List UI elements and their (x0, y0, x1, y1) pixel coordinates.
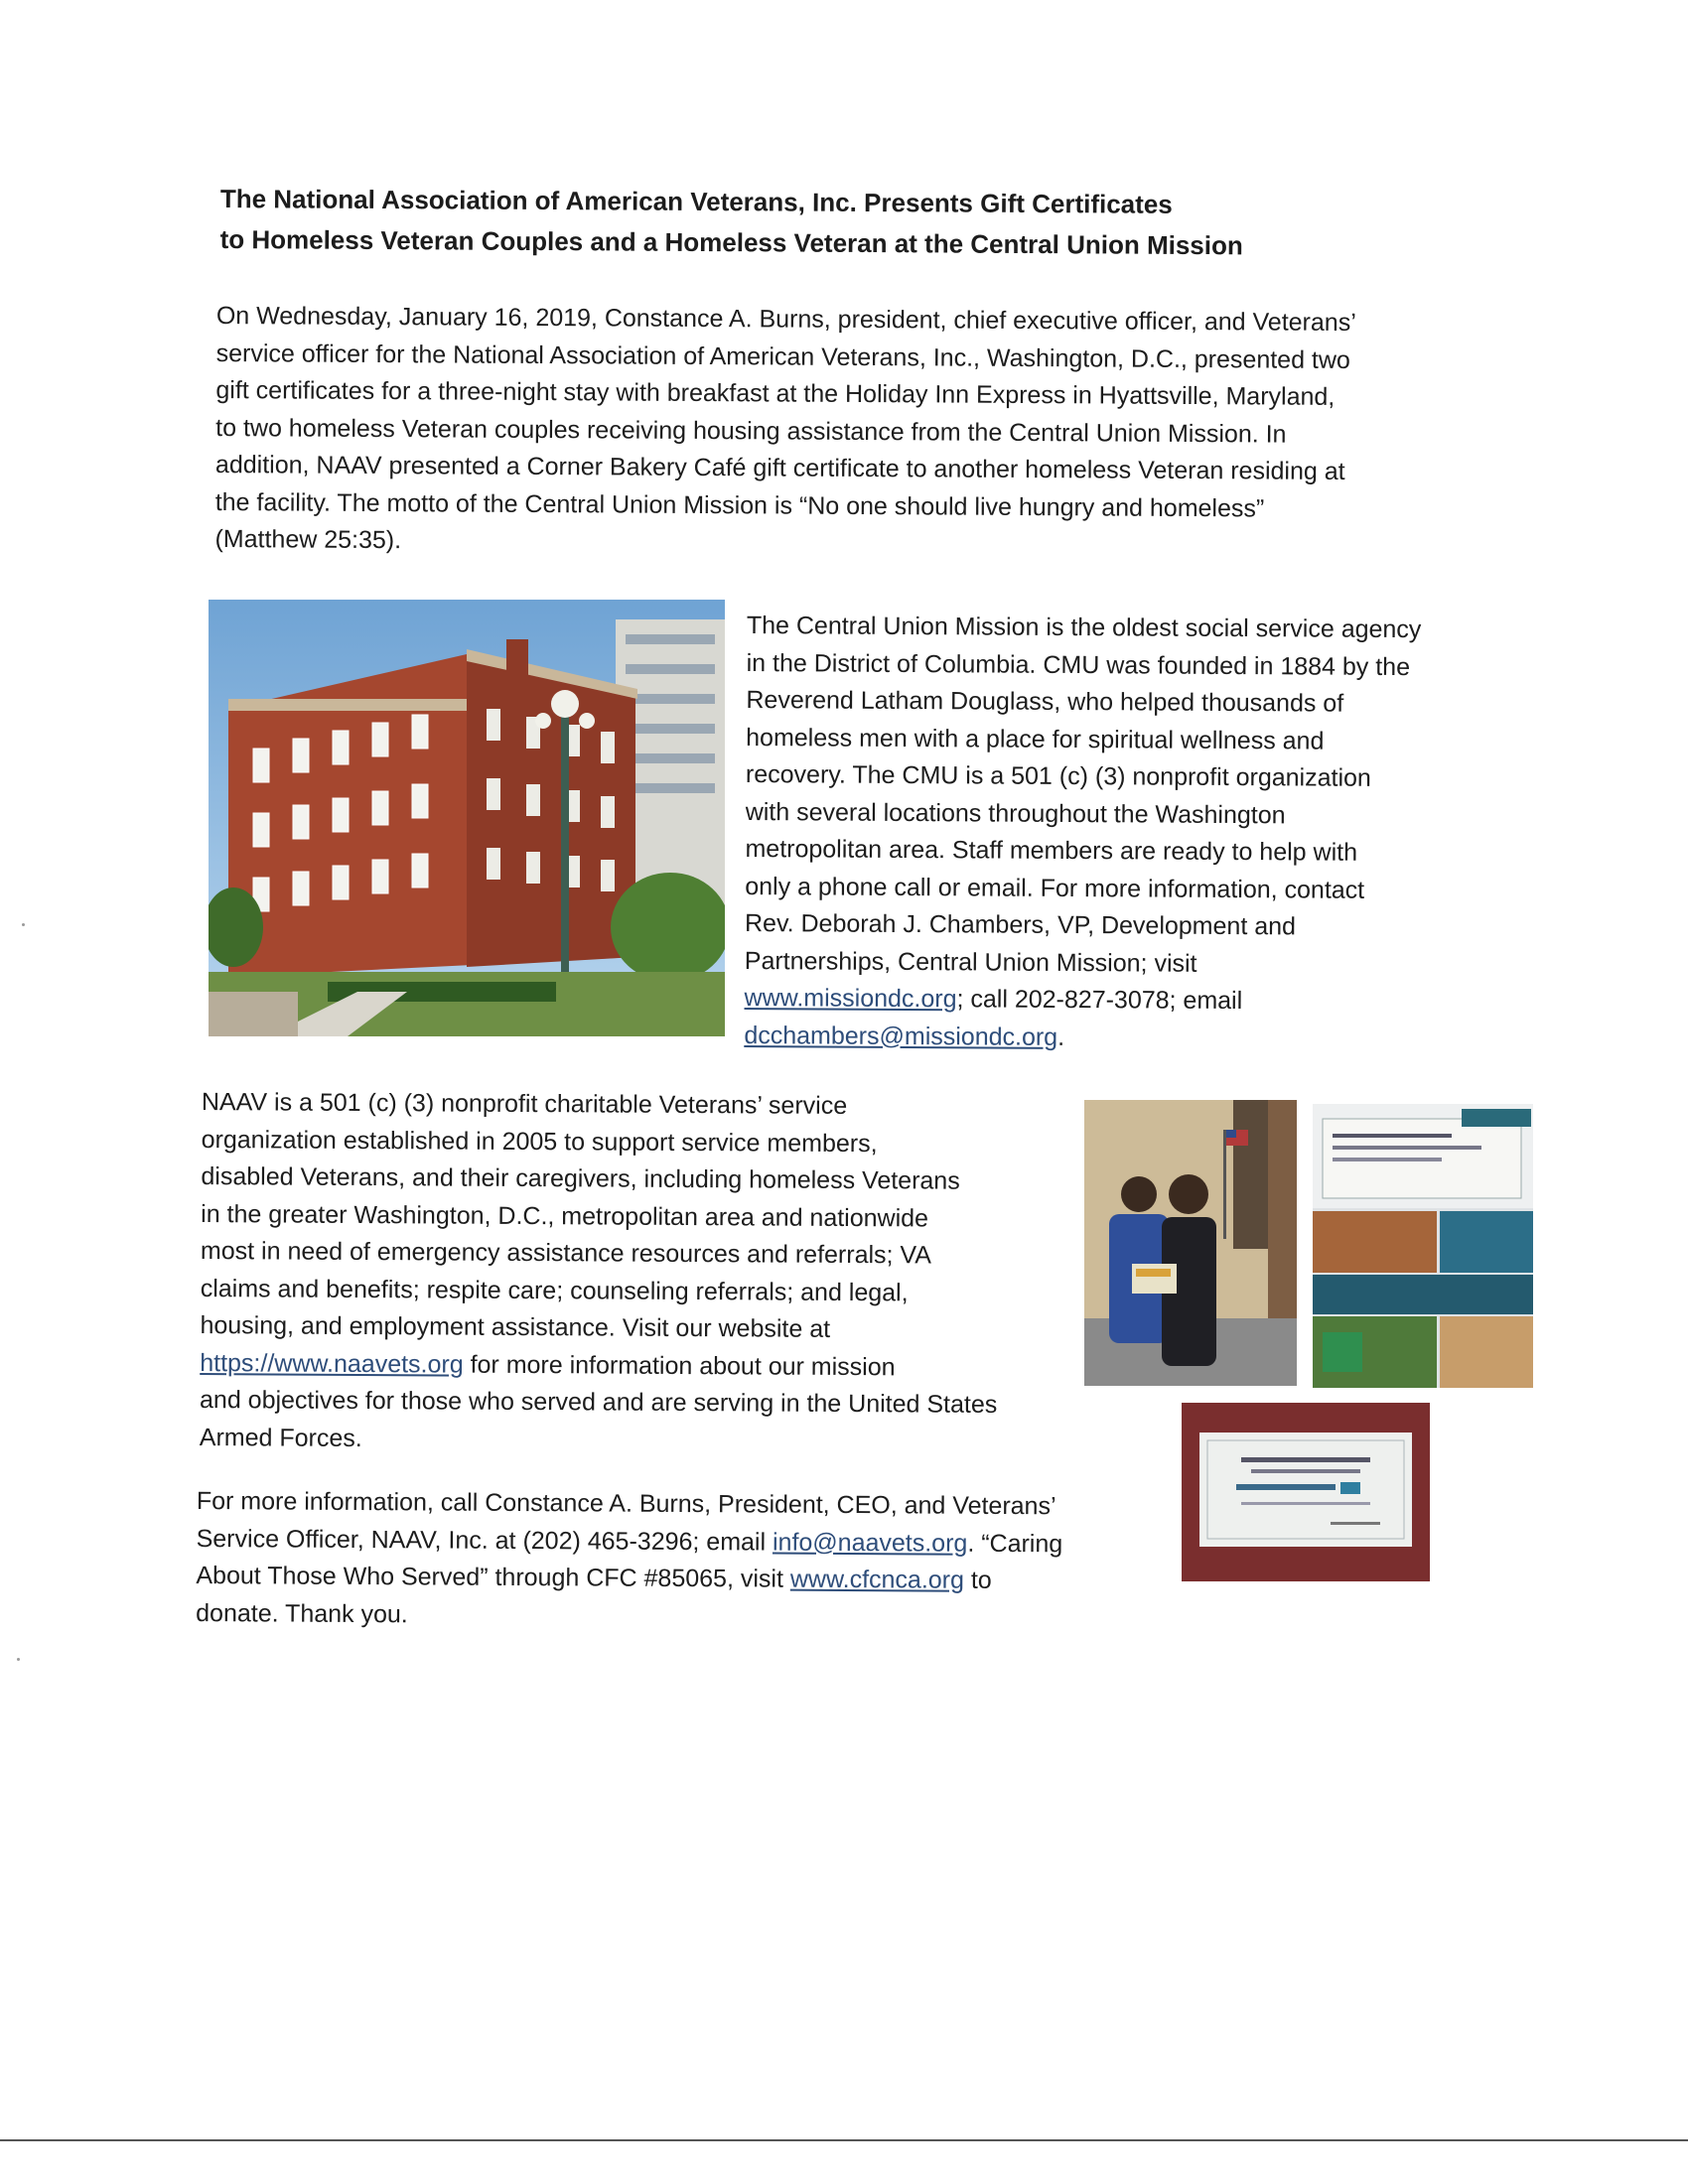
presentation-photo (1084, 1100, 1297, 1386)
intro-line: service officer for the National Association of American Veterans, Inc., Washington, D.C., presented two (215, 339, 1350, 374)
holiday-inn-collage-photo (1313, 1104, 1533, 1388)
contact-email-line (197, 1520, 1190, 1564)
contact-paragraph (196, 1483, 1190, 1638)
intro-line: to two homeless Veteran couples receiving housing assistance from the Central Union Mission. In (215, 413, 1287, 449)
certificate-illustration (1182, 1403, 1430, 1581)
central-union-mission-building-photo (209, 600, 725, 1036)
contact-line2-suffix: . “Caring (967, 1529, 1063, 1558)
mission-line: with several locations throughout the Washington (745, 797, 1286, 829)
missiondc-website-link[interactable]: www.missiondc.org (744, 983, 957, 1014)
naav-line: organization established in 2005 to support service members, (201, 1125, 878, 1158)
collage-illustration (1313, 1104, 1533, 1388)
mission-line: metropolitan area. Staff members are ready to help with (745, 834, 1358, 867)
naav-line: in the greater Washington, D.C., metropolitan area and nationwide (201, 1199, 929, 1232)
mission-line: recovery. The CMU is a 501 (c) (3) nonprofit organization (745, 759, 1371, 792)
naavets-email-link[interactable]: info@naavets.org (772, 1528, 968, 1558)
intro-line: the facility. The motto of the Central Union Mission is “No one should live hungry and homeless” (214, 487, 1265, 522)
mission-email-suffix: . (1057, 1023, 1065, 1051)
naav-paragraph (200, 1084, 1095, 1461)
article-title (219, 179, 1411, 267)
mission-line: only a phone call or email. For more information, contact (745, 872, 1365, 904)
intro-line: On Wednesday, January 16, 2019, Constance A. Burns, president, chief executive officer, and Veterans’ (215, 301, 1356, 338)
naav-line: housing, and employment assistance. Visit our website at (200, 1310, 831, 1343)
mission-paragraph (744, 608, 1541, 1059)
mission-line: The Central Union Mission is the oldest social service agency (746, 611, 1422, 644)
contact-line2-prefix: Service Officer, NAAV, Inc. at (202) 465-3296; email (196, 1524, 774, 1557)
intro-line: gift certificates for a three-night stay with breakfast at the Holiday Inn Express in Hyattsville, Maryland, (215, 375, 1336, 411)
mission-line: homeless men with a place for spiritual wellness and (746, 723, 1325, 755)
scan-speck (22, 923, 25, 926)
title-line-1: The National Association of American Veterans, Inc. Presents Gift Certificates (219, 183, 1173, 219)
contact-line3-suffix: to (963, 1566, 992, 1594)
mission-line: in the District of Columbia. CMU was founded in 1884 by the (746, 648, 1411, 681)
cfcnca-website-link[interactable]: www.cfcnca.org (789, 1565, 965, 1594)
intro-paragraph (214, 298, 1507, 566)
intro-line: addition, NAAV presented a Corner Bakery Café gift certificate to another homeless Veteran residing at (214, 450, 1345, 485)
mission-line: Rev. Deborah J. Chambers, VP, Development and (744, 908, 1297, 941)
presentation-illustration (1084, 1100, 1297, 1386)
building-illustration (209, 600, 725, 1036)
naavets-website-link[interactable]: https://www.naavets.org (200, 1348, 464, 1379)
mission-phone-text: ; call 202-827-3078; email (956, 985, 1243, 1016)
mission-email-line (744, 1017, 1538, 1058)
mission-line: Partnerships, Central Union Mission; visit (744, 946, 1197, 978)
contact-line3-prefix: About Those Who Served” through CFC #85065, visit (196, 1561, 790, 1593)
missiondc-email-link[interactable]: dcchambers@missiondc.org (744, 1021, 1058, 1051)
contact-line: For more information, call Constance A. Burns, President, CEO, and Veterans’ (196, 1486, 1056, 1521)
naav-line: disabled Veterans, and their caregivers, including homeless Veterans (201, 1161, 960, 1195)
naav-line: Armed Forces. (199, 1423, 362, 1452)
page-bottom-edge (0, 2139, 1688, 2141)
scan-speck (17, 1658, 20, 1661)
naav-website-line (200, 1344, 1093, 1387)
intro-line: (Matthew 25:35). (214, 524, 402, 555)
title-line-2: to Homeless Veteran Couples and a Homeless Veteran at the Central Union Mission (219, 223, 1243, 261)
mission-line: Reverend Latham Douglass, who helped thousands of (746, 685, 1344, 718)
naav-line: NAAV is a 501 (c) (3) nonprofit charitable Veterans’ service (201, 1087, 848, 1120)
naav-line: and objectives for those who served and are serving in the United States (199, 1385, 998, 1419)
contact-cfc-line (196, 1558, 1189, 1601)
naav-line: claims and benefits; respite care; counseling referrals; and legal, (200, 1274, 909, 1306)
naav-website-suffix: for more information about our mission (463, 1350, 896, 1381)
naav-line: most in need of emergency assistance resources and referrals; VA (200, 1236, 932, 1270)
mission-contact-line (744, 980, 1538, 1022)
gift-certificate-photo (1182, 1403, 1430, 1581)
contact-line: donate. Thank you. (196, 1598, 408, 1628)
